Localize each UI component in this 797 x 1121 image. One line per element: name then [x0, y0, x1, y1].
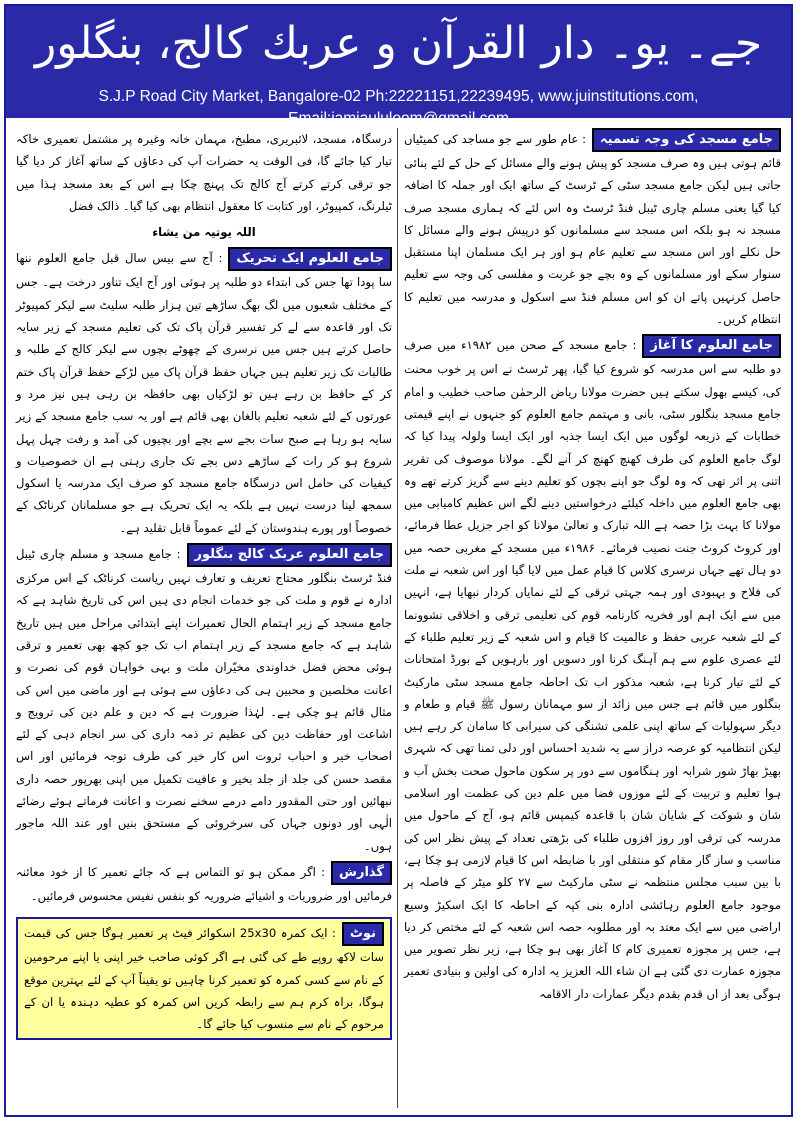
page-title: جے۔ یو۔ دار القرآن و عربك كالج، بنگلور [34, 18, 763, 69]
intro-dua: اللہ یوتیہ من یشاء [152, 225, 256, 240]
section-heading-beginning: جامع العلوم کا آغاز [642, 334, 781, 358]
right-column [404, 128, 781, 1009]
note-box [16, 917, 392, 1040]
section-heading-request: گذارش [331, 861, 392, 885]
contact-line: S.J.P Road City Market, Bangalore-02 Ph:22221151,22239495, www.juinstitutions.com, Email:jamiaululoom@gmail.com [98, 88, 699, 127]
section-movement [16, 247, 392, 539]
section-request [16, 861, 392, 907]
section-naming [404, 128, 781, 330]
section-heading-college: جامع العلوم عربک کالج بنگلور [187, 543, 392, 567]
section-body-beginning: : جامع مسجد کے صحن میں ۱۹۸۲ء میں صرف دو طلبہ سے اس مدرسہ کو شروع کیا گیا، پھر ٹرسٹ نے اس پر خوب محنت کی، کیسے بھول سکتے ہیں حضرت مولانا ریاض الرحمٰن صاحب خطیب و امام جامع مسجد بنگلور سٹی، بانی و مہتمم جامع العلوم کو جنہوں نے اپنے قیمتی خطابات کے ذریعہ لوگوں میں ایک ایسا جذبہ اور ایک ایسا ولولہ پیدا کیا کہ لوگ جامع العلوم کی طرف کھنچ کھنچ کر آنے لگے۔ مولانا موصوف کی تقریر اتنی پر اثر تھی کہ وہ لوگ جو اپنے بچوں کو تعلیم دینے سے گریز کرتے تھے وہ بھی جامع العلوم میں داخلہ کیلئے درخواستیں دینے لگے اس عظیم کامیابی میں مولانا کا بہت بڑا حصہ ہے اللہ تبارک و تعالیٰ مولانا کو اجر جزیل عطا فرمائے، اور کروٹ کروٹ جنت نصیب فرمائے۔ ۱۹۸۶ء میں مسجد کے مغربی حصہ میں دو ہال تھے جہاں نرسری کلاس کا قیام عمل میں لایا گیا اور اس شعبہ نے ملت کی فلاح و بہبودی اور ہمہ جہتی ترقی کے لئے نمایاں کردار نبھایا ہے، انہیں میں سے ایک اہم اور فخریہ کارنامہ قوم کی تعلیمی ترقی و اخلاقی نشوونما کے لئے شعبہ عربی حفظ و عالمیت کا قیام و اس شعبہ کے زیر تعلیم طلباء کے لئے عصری علوم سے ہم آہنگ کرنا اور دسویں اور بارہویں کے بورڈ امتحانات کے لئے تیار کرنا ہے، شعبہ مذکور اب تک احاطہ جامع مسجد سٹی مارکیٹ بنگلور میں قائم ہے جس میں زائد از سو مہمانان رسول ﷺ قیام و طعام و دیگر سہولیات کے ساتھ اپنی علمی تشنگی کی سیرابی کا سامان کر رہے ہیں لیکن انتظامیہ کو عرصہ دراز سے یہ شدید احساس اور دلی تمنا تھی کہ شہری بھیڑ بھاڑ شور شرابہ اور ہنگاموں سے دور پر سکون ماحول صحت بخش آب و ہوا تعلیم و تربیت کے لئے موزوں فضا میں علم دین کی عظمت اور اسلامی شان و شوکت کے شایان شان با قاعدہ کیمپس قائم ہو، آج کے ماحول میں مدرسہ کی ترقی اور روز افزوں طلباء کی بڑھتی تعداد کے پیش نظر اس کی مناسب و ساز گار مقام کو منتقلی اور با ضابطہ اس کا قیام لازمی ہو چکا ہے، با بین سبب مجلس منتظمہ نے سٹی مارکیٹ سے ۲۷ کلو میٹر کے فاصلہ پر موجود جامع العلوم رہائشی ادارہ بنی کپہ کے احاطہ کا ایک اسکیڑ وسیع اراضی میں سے ایک معتد بہ اور مطلوبہ حصہ اس شعبہ کے لئے مختص کر دیا ہے، جس پر مجوزہ تعمیری کام کا آغاز بھی ہو چکا ہے، زیر نظر تصویر میں مجوزہ عمارت دی گئی ہے ان شاء اللہ العزیز یہ ادارہ کی اولین و بنیادی تعمیر ہوگی بعد از اں قدم بقدم دیگر عمارات دار الاقامہ [404, 338, 781, 1001]
section-body-naming: : عام طور سے جو مساجد کی کمیٹیاں قائم ہوتی ہیں وہ صرف مسجد کو پیش ہونے والے مسائل کے حل کے لئے بنائی جاتی ہیں لیکن جامع مسجد سٹی کے ٹرسٹ کے ساتھ ایک اور جملہ کا اضافہ کیا گیا یعنی مسلم چاری ٹیبل فنڈ ٹرسٹ وہ اس لئے کہ ہماری مسجد صرف مسجد نہ ہو بلکہ اس مسجد سے مسلمانوں کو درپیش ہونے والے مسائل کا حل نکلے اور اس مسجد سے تعلیم عام ہو اور ہر ایک مسلمان اپنا مستقبل سنوار سکے اور مسلمانوں کے وہ بچے جو غربت و مفلسی کی وجہ سے تعلیم حاصل کرنہیں پاتے ان کو اس مسلم فنڈ سے اسکول و مدرسہ میں تعلیم کا انتظام کریں۔ [404, 132, 781, 327]
section-college [16, 543, 392, 857]
left-column [16, 128, 392, 1040]
intro-paragraph [16, 128, 392, 217]
section-body-college: : جامع مسجد و مسلم چاری ٹیبل فنڈ ٹرسٹ بنگلور محتاج تعریف و تعارف نہیں ریاست کرناٹک کے اس مرکزی ادارہ نے قوم و ملت کی جو خدمات انجام دی ہیں اس کی تاریخ شاہد ہے کہ جامع مسجد کے زیر اہتمام الحال تعمیرات اپنے ابتدائی مراحل میں ہیں تاریخ شاہد ہے کہ جامع مسجد کے زیر اہتمام اب تک جو کچھ بھی تعمیر و ترقی ہوئی محض فضل خداوندی مخیّران ملت و بہی خواہان قوم کی نصرت و اعانت مخلصین و محبین ہی کی دعاؤں سے ہوئی ہے اور ماضی میں اس کی مثال قائم ہو چکی ہے۔ لہٰذا ضرورت ہے کہ دین و علم دین کی ترویج و اشاعت اور حفاظت دین کی عظیم تر ذمہ داری کی سر انجام دہی کے لئے اصحاب خیر و احباب ثروت اس کار خیر کی طرف توجہ فرمائیں اور اس مقصد حسن کی جلد از جلد بخیر و عافیت تکمیل میں اپنی بھرپور حصہ داری نبھائیں اور حتی المقدور دامے درمے سخنے نصرت و اعانت فرماتے ہوئے رضائے الٰہی اور دونوں جہاں کی سرخروئی کے مستحق بنیں اور عند اللہ ماجور ہوں۔ [16, 547, 392, 853]
column-divider [397, 128, 398, 1108]
section-beginning [404, 334, 781, 1005]
section-heading-note: نوٹ [342, 922, 384, 946]
intro-body: درسگاہ، مسجد، لائبریری، مطبخ، مہمان خانہ وغیرہ پر مشتمل تعمیری خاکہ تیار کیا جائے گا، فی الوقت یہ حضرات آپ کی دعاؤں کے ساتھ آغاز کر دیا گیا جو ترقی کرتے کرتے آج کالج تک پہنچ چکا ہے اس کے بعد مسجد ہذا میں ٹیلرنگ، کمپیوٹر، اور کتابت کا معقول انتظام بھی کیا گیا۔ ذالک فضل [16, 132, 392, 213]
section-body-request: : اگر ممکن ہو تو التماس ہے کہ جائے تعمیر کا از خود معائنہ فرمائیں اور ضروریات و اشیائے ضروریہ کو بنفس نفیس محسوس فرمائیں۔ [16, 864, 392, 903]
section-heading-movement: جامع العلوم ایک تحریک [228, 247, 392, 271]
section-body-movement: : آج سے بیس سال قبل جامع العلوم ننھا سا پودا تھا جس کی ابتداء دو طلبہ پر ہوئی اور آج ایک تناور درخت ہے۔ جس کے مختلف شعبوں میں لگ بھگ ساڑھے تین ہزار طلبہ سلیٹ سے لیکر کمپیوٹر تک اور قاعدہ سے لے کر تفسیر قرآن پاک تک کی تعلیم مسجد کے زیر سایہ حاصل کرتے ہیں جس میں نرسری کے چھوٹے بچوں سے لیکر کالج کے طلبہ و طالبات تک زیر تعلیم ہیں جہاں حفظ قرآن پاک میں لڑکے حفظ قرآن پاک ختم کر کے حافظ بن رہے ہیں تو لڑکیاں بھی حافظہ بن رہی ہیں نیز مرد و عورتوں کے لئے شعبہ تعلیم بالغان بھی قائم ہے اور یہ سب جامع مسجد کے زیر سایہ ہو رہا ہے صبح سات بجے سے بچے اور بچیوں کی آمد و رفت چہل پہل شروع ہو کر رات کے ساڑھے دس بجے تک جاری رہتی ہے ان خصوصیات و کیفیات کی حامل اس درسگاہ جامع مسجد کو صرف ایک مدرسہ یا اسکول سمجھ لینا درست نہیں ہے بلکہ یہ ایک تحریک ہے جو مسلمانان کرناٹک کے خصوصاً اور پورے ہندوستان کے لئے عموماً قابل تقلید ہے۔ [16, 251, 392, 535]
page-header [6, 6, 791, 127]
section-heading-naming: جامع مسجد کی وجہ تسمیہ [592, 128, 781, 152]
section-body-note: : ایک کمرہ 25x30 اسکوائر فیٹ پر تعمیر ہوگا جس کی قیمت سات لاکھ روپے طے کی گئی ہے اگر کوئی صاحب خیر اپنی یا اپنے مرحومین کے نام سے کسی کمرہ کو تعمیر کرنا چاہیں تو یقیناً آپ کے لئے بہترین موقع ہوگا، براہ کرم ہم سے رابطہ کریں اس کمرہ کو عطیہ دہندہ یا ان کے مرحوم کے نام سے منسوب کیا جائے گا۔ [24, 926, 384, 1032]
